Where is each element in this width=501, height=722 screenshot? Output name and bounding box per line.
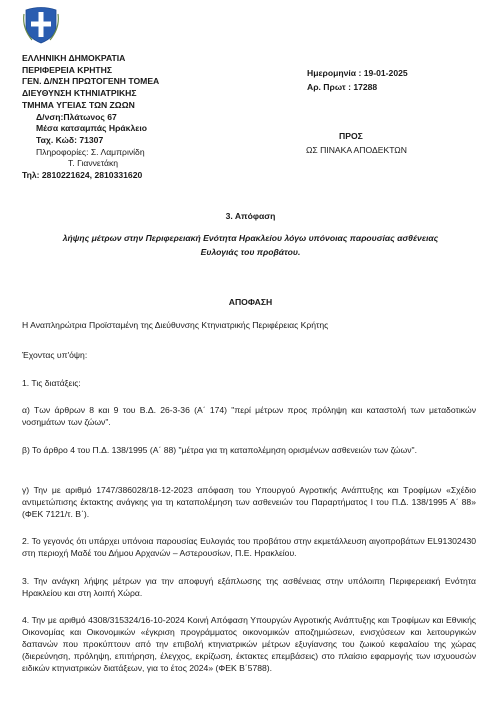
issuer-line: ΓΕΝ. Δ/ΝΣΗ ΠΡΩΤΟΓΕΝΗ ΤΟΜΕΑ <box>22 76 160 87</box>
subject-line: λήψης μέτρων στην Περιφερειακή Ενότητα Ηρακλείου λόγω υπόνοιας παρουσίας ασθένειας <box>62 233 439 243</box>
intro-paragraph: Η Αναπληρώτρια Προϊσταμένη της Διεύθυνσης Κτηνιατρικής Περιφέρειας Κρήτης <box>22 320 329 330</box>
protocol-number-line: Αρ. Πρωτ : 17288 <box>307 82 378 92</box>
clause-measures: 3. Την ανάγκη λήψης μέτρων για την αποφυγή εξάπλωσης της ασθένειας στην υπόλοιπη Περιφερειακή Ενότητα Ηρακλείου και στη λοιπή Χώρα. <box>22 576 476 598</box>
phone-line: Τηλ: 2810221624, 2810331620 <box>22 170 143 181</box>
issuer-line: ΤΜΗΜΑ ΥΓΕΙΑΣ ΤΩΝ ΖΩΩΝ <box>22 99 135 110</box>
issuer-line: ΠΕΡΙΦΕΡΕΙΑ ΚΡΗΤΗΣ <box>22 64 113 75</box>
issuer-block <box>22 53 159 182</box>
date-line: Ημερομηνία : 19-01-2025 <box>307 68 408 78</box>
issuer-line: ΔΙΕΥΘΥΝΣΗ ΚΤΗΝΙΑΤΡΙΚΗΣ <box>22 88 137 99</box>
address-line: Δ/νση:Πλάτωνος 67 <box>36 111 117 122</box>
clause-joint-decision: 4. Την με αριθμό 4308/315324/16-10-2024 Κοινή Απόφαση Υπουργών Αγροτικής Ανάπτυξης και Τροφίμων και Εθνικής Οικονομίας και Οικονομικών «έγκριση προγράμματος οικονομικών αποζημιώσεων, ενισχύσεων και λειτουργικών δαπανών που προκύπτουν από την επιβολή κτηνιατρικών μέτρων εξυγίανσης του ζωικού κεφαλαίου της χώρας (διερεύνηση, πρόληψη, επιτήρηση, έλεγχος, εκρίζωση, έκτακτες επεμβάσεις) στο πλαίσιο εφαρμογής των ισχυουσών ειδικών κτηνιατρικών διατάξεων, για το έτος 2024» (ΦΕΚ Β΄5788). <box>22 615 476 673</box>
provision-a: α) Των άρθρων 8 και 9 του Β.Δ. 26-3-36 (Α΄ 174) "περί μέτρων προς πρόληψη και καταστολή των μεταδοτικών νοσημάτων των ζώων". <box>22 405 476 427</box>
provision-c: γ) Την με αριθμό 1747/386028/18-12-2023 απόφαση του Υπουργού Αγροτικής Ανάπτυξης και Τροφίμων «Σχέδιο αντιμετώπισης έκτακτης ανάγκης για τη καταπολέμηση των ασθενειών του Παραρτήματος Ι του Π.Δ. 138/1995 Α΄ 88» (ΦΕΚ 7121/τ. Β΄). <box>22 485 476 519</box>
clause-suspicion: 2. Το γεγονός ότι υπάρχει υπόνοια παρουσίας Ευλογιάς του προβάτου στην εκμετάλλευση αιγοπροβάτων ΕL91302430 στη περιοχή Μαδέ του Δήμου Αρχανών – Αστερουσίων, Π.Ε. Ηρακλείου. <box>22 536 476 558</box>
issuer-line: ΕΛΛΗΝΙΚΗ ΔΗΜΟΚΡΑΤΙΑ <box>22 53 126 63</box>
document-heading: 3. Απόφαση <box>225 211 276 221</box>
postal-code-line: Ταχ. Κώδ: 71307 <box>36 134 104 145</box>
greek-coat-of-arms-icon <box>22 4 60 44</box>
having-in-view-label: Έχοντας υπ'όψη: <box>22 350 88 360</box>
subject-line: Ευλογιάς του προβάτου. <box>200 247 301 257</box>
reference-block <box>307 66 408 94</box>
recipients-line: ΩΣ ΠΙΝΑΚΑ ΑΠΟΔΕΚΤΩΝ <box>306 145 407 155</box>
contact-line: Πληροφορίες: Σ. Λαμπρινίδη <box>36 146 145 157</box>
provision-b: β) Το άρθρο 4 του Π.Δ. 138/1995 (Α΄ 88) "μέτρα για τη καταπολέμηση ορισμένων ασθενειών των ζώων". <box>22 445 417 455</box>
address-line: Μέσα κατσαμπάς Ηράκλειο <box>36 123 147 134</box>
contact-line: Τ. Γιαννετάκη <box>68 158 119 169</box>
decision-title: ΑΠΟΦΑΣΗ <box>228 297 273 307</box>
provisions-heading: 1. Τις διατάξεις: <box>22 378 81 388</box>
to-label: ΠΡΟΣ <box>339 131 363 141</box>
